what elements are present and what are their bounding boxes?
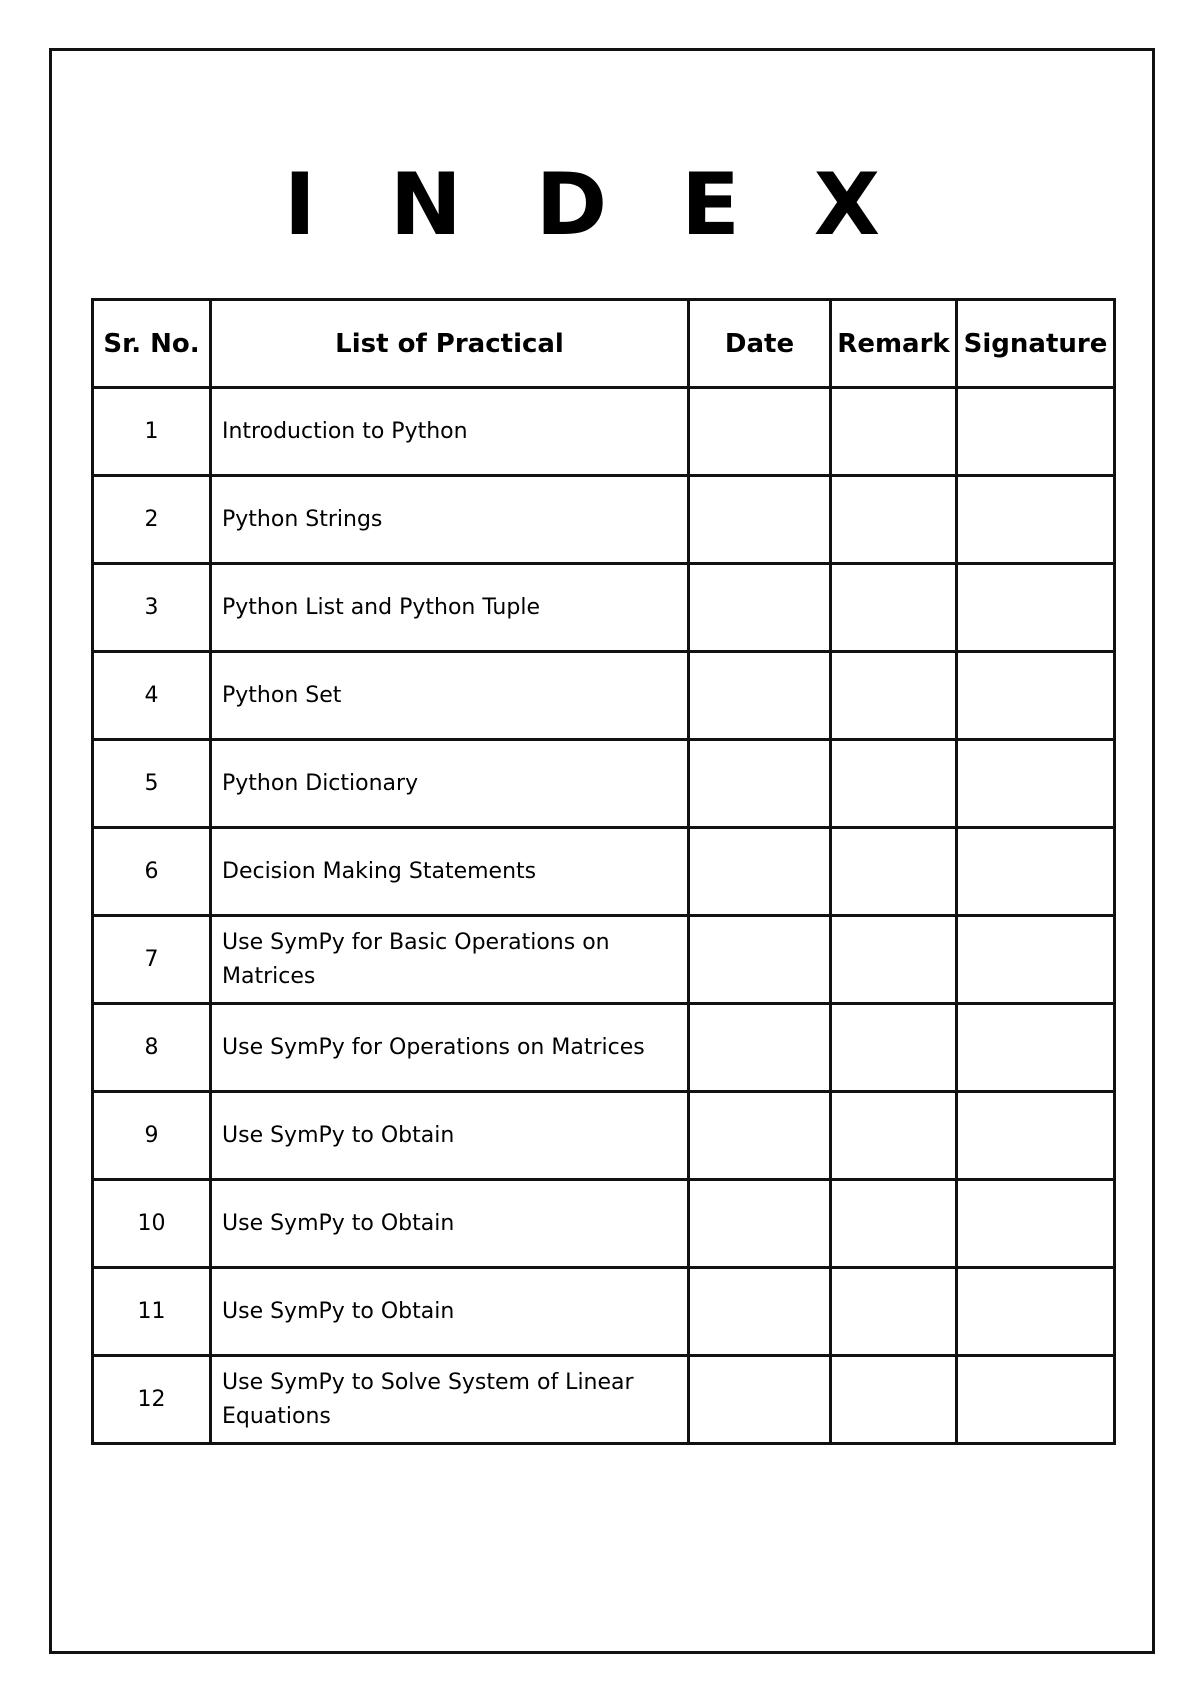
remark-cell <box>831 1268 957 1356</box>
practical-cell: Use SymPy to Obtain <box>211 1268 689 1356</box>
sr-no-cell: 11 <box>93 1268 211 1356</box>
signature-cell <box>957 1092 1115 1180</box>
table-row <box>93 1092 1115 1180</box>
sr-no-cell: 2 <box>93 476 211 564</box>
table-row <box>93 916 1115 1004</box>
practical-cell: Python Set <box>211 652 689 740</box>
sr-no-cell: 6 <box>93 828 211 916</box>
signature-cell <box>957 1180 1115 1268</box>
table-row <box>93 1356 1115 1444</box>
practical-cell: Decision Making Statements <box>211 828 689 916</box>
signature-cell <box>957 652 1115 740</box>
practical-cell: Use SymPy for Operations on Matrices <box>211 1004 689 1092</box>
practical-cell: Use SymPy to Obtain <box>211 1092 689 1180</box>
date-cell <box>689 1268 831 1356</box>
table-row <box>93 476 1115 564</box>
signature-cell <box>957 1268 1115 1356</box>
table-row <box>93 1004 1115 1092</box>
remark-cell <box>831 476 957 564</box>
sr-no-cell: 3 <box>93 564 211 652</box>
header-list-of-practical: List of Practical <box>211 300 689 388</box>
sr-no-cell: 10 <box>93 1180 211 1268</box>
remark-cell <box>831 652 957 740</box>
header-remark: Remark <box>831 300 957 388</box>
practical-cell: Python Strings <box>211 476 689 564</box>
date-cell <box>689 1092 831 1180</box>
remark-cell <box>831 564 957 652</box>
remark-cell <box>831 740 957 828</box>
signature-cell <box>957 828 1115 916</box>
table-row <box>93 652 1115 740</box>
sr-no-cell: 5 <box>93 740 211 828</box>
date-cell <box>689 476 831 564</box>
date-cell <box>689 564 831 652</box>
table-row <box>93 1180 1115 1268</box>
practical-cell: Use SymPy for Basic Operations on Matrices <box>211 916 689 1004</box>
remark-cell <box>831 916 957 1004</box>
remark-cell <box>831 1356 957 1444</box>
remark-cell <box>831 1092 957 1180</box>
sr-no-cell: 4 <box>93 652 211 740</box>
signature-cell <box>957 1004 1115 1092</box>
signature-cell <box>957 916 1115 1004</box>
date-cell <box>689 740 831 828</box>
sr-no-cell: 12 <box>93 1356 211 1444</box>
practical-cell: Use SymPy to Obtain <box>211 1180 689 1268</box>
practical-cell: Python List and Python Tuple <box>211 564 689 652</box>
date-cell <box>689 1004 831 1092</box>
date-cell <box>689 1356 831 1444</box>
header-sr-no: Sr. No. <box>93 300 211 388</box>
date-cell <box>689 1180 831 1268</box>
sr-no-cell: 1 <box>93 388 211 476</box>
table-row <box>93 828 1115 916</box>
date-cell <box>689 388 831 476</box>
date-cell <box>689 828 831 916</box>
page-title: I N D E X <box>283 155 903 255</box>
index-table <box>91 298 1116 1445</box>
signature-cell <box>957 476 1115 564</box>
remark-cell <box>831 1180 957 1268</box>
signature-cell <box>957 564 1115 652</box>
practical-cell: Use SymPy to Solve System of Linear Equations <box>211 1356 689 1444</box>
table-row <box>93 1268 1115 1356</box>
table-header-row <box>93 300 1115 388</box>
sr-no-cell: 9 <box>93 1092 211 1180</box>
header-signature: Signature <box>957 300 1115 388</box>
date-cell <box>689 916 831 1004</box>
signature-cell <box>957 1356 1115 1444</box>
table-row <box>93 740 1115 828</box>
signature-cell <box>957 740 1115 828</box>
date-cell <box>689 652 831 740</box>
remark-cell <box>831 1004 957 1092</box>
header-date: Date <box>689 300 831 388</box>
remark-cell <box>831 828 957 916</box>
remark-cell <box>831 388 957 476</box>
table-row <box>93 388 1115 476</box>
sr-no-cell: 8 <box>93 1004 211 1092</box>
practical-cell: Introduction to Python <box>211 388 689 476</box>
sr-no-cell: 7 <box>93 916 211 1004</box>
signature-cell <box>957 388 1115 476</box>
table-row <box>93 564 1115 652</box>
practical-cell: Python Dictionary <box>211 740 689 828</box>
